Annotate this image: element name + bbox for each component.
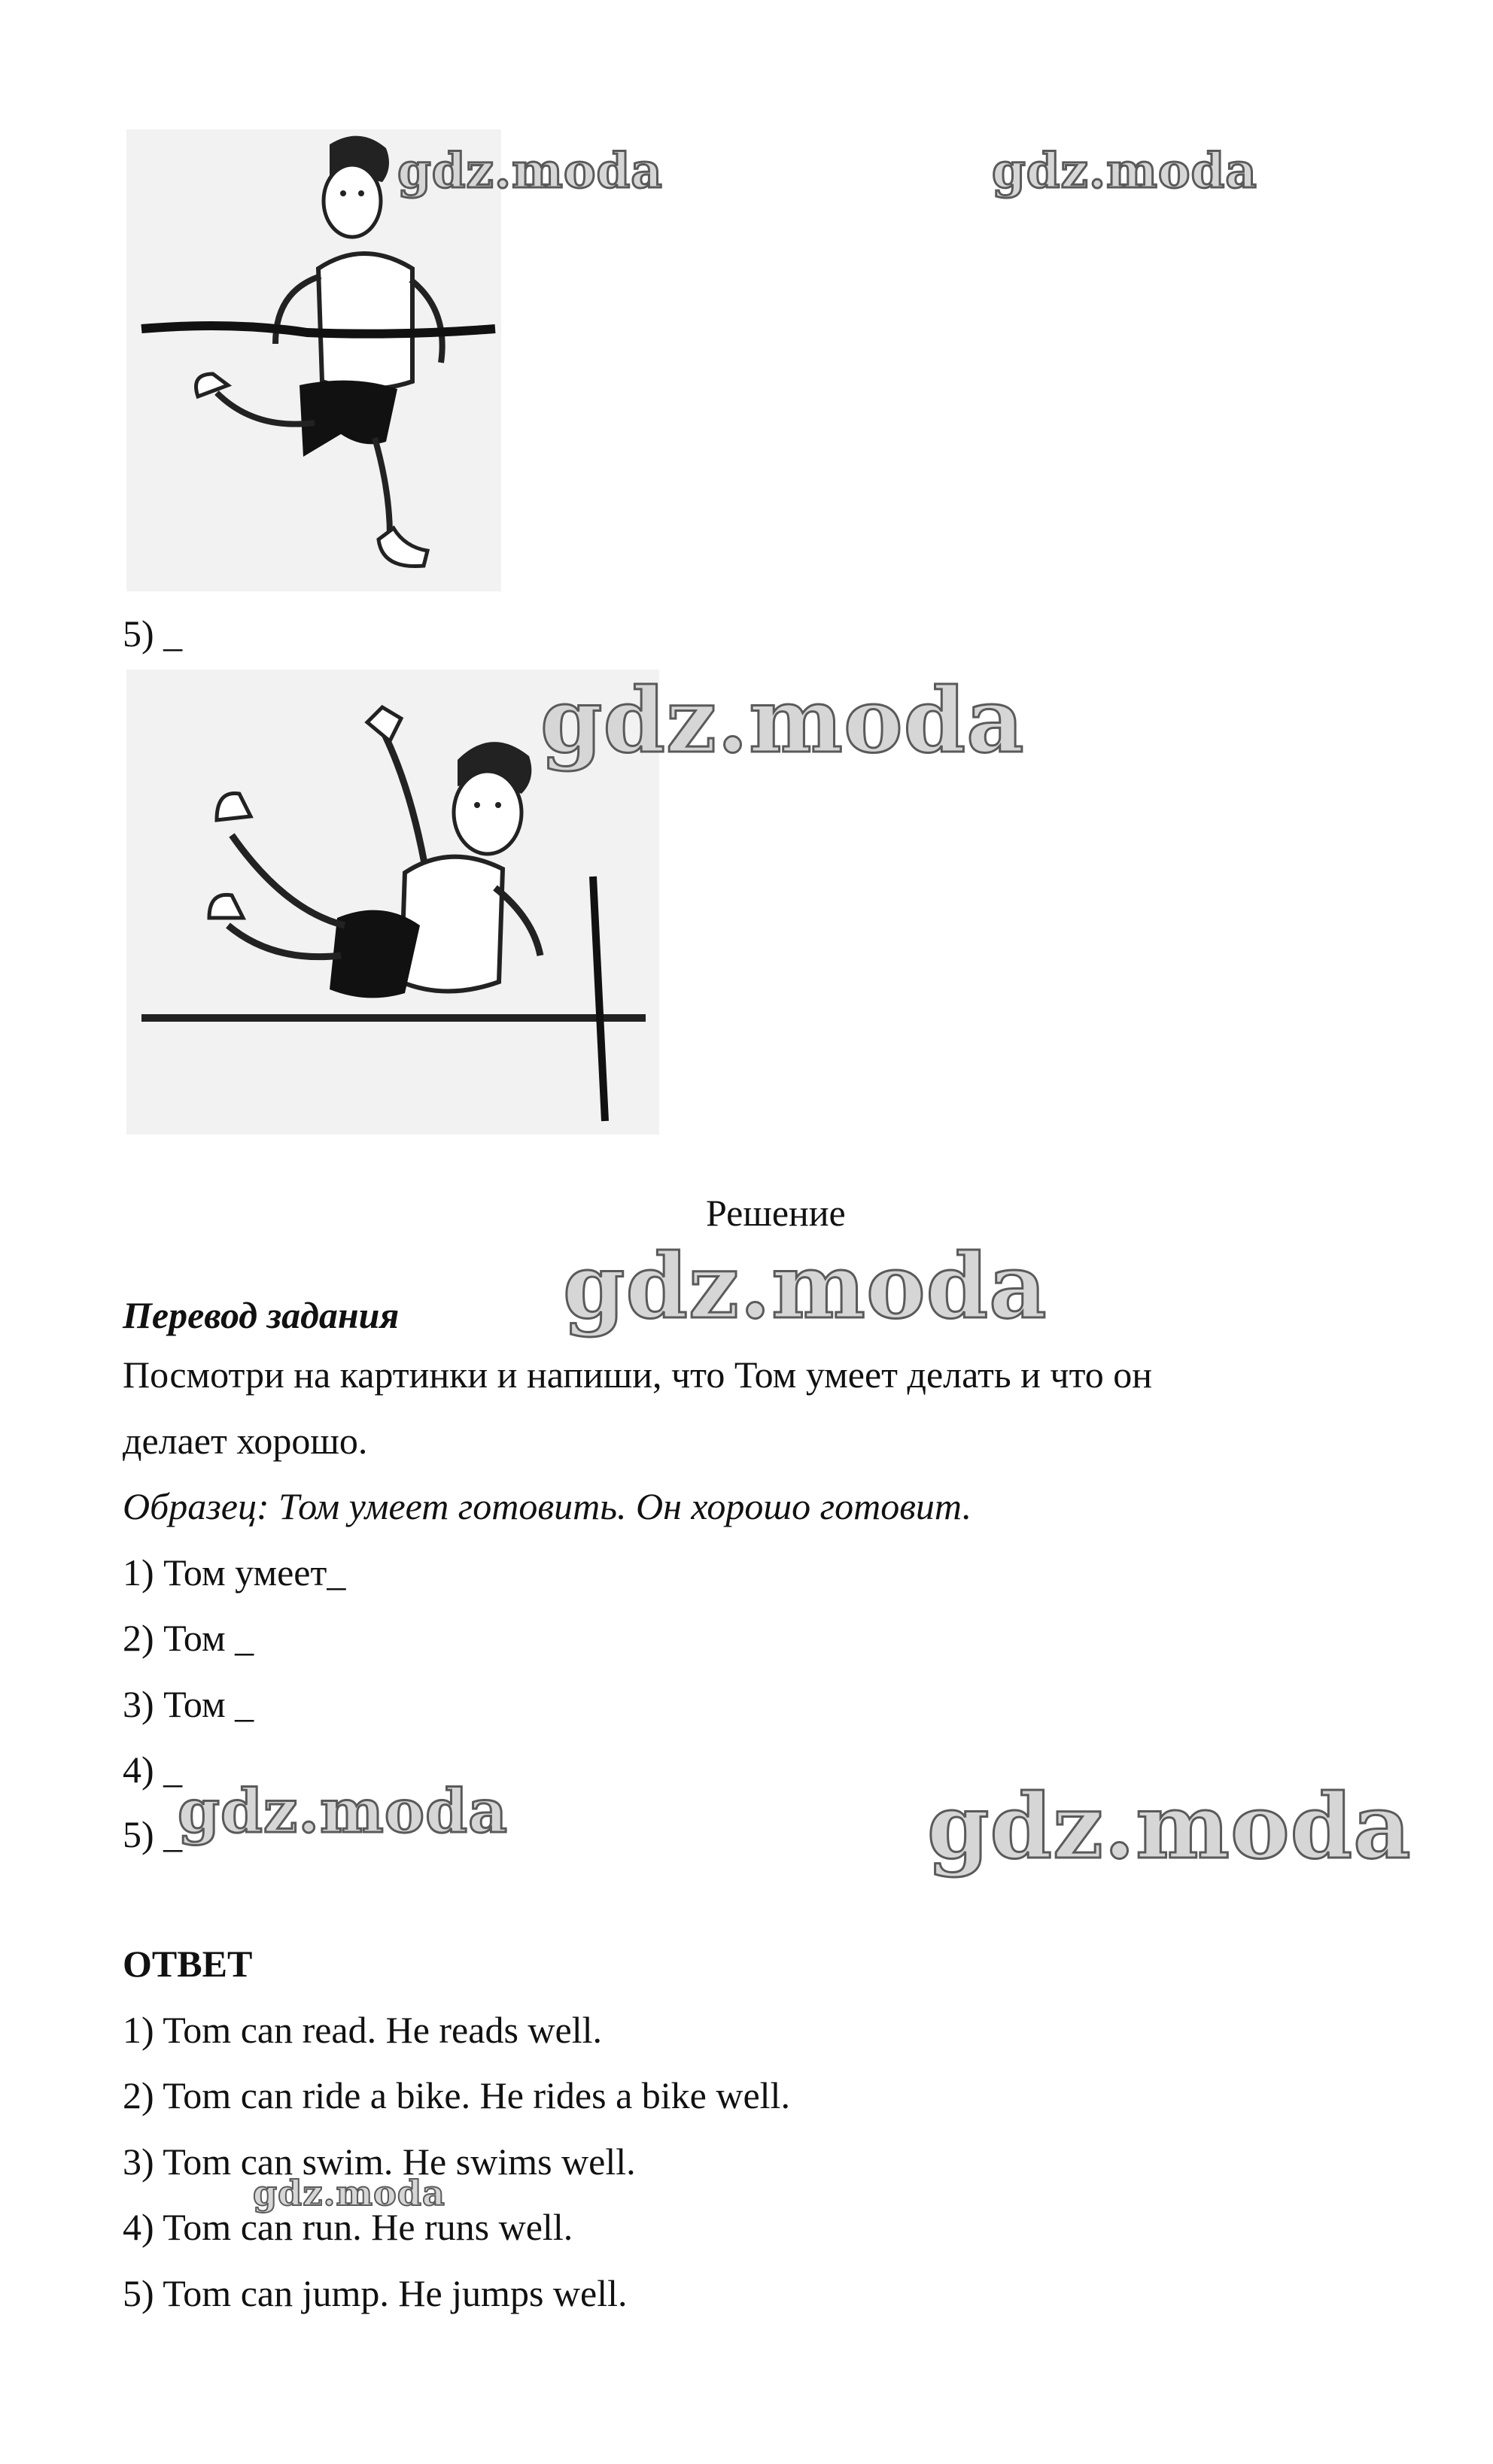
translation-item-1: 1) Том умеет_ <box>123 1551 346 1594</box>
answer-item-5: 5) Tom can jump. He jumps well. <box>123 2272 628 2314</box>
watermark-2: gdz.moda <box>992 143 1257 199</box>
instruction-line-1: Посмотри на картинки и напиши, что Том умеет делать и что он <box>123 1354 1153 1396</box>
answer-title: ОТВЕТ <box>123 1943 253 1985</box>
translation-title: Перевод задания <box>123 1294 400 1336</box>
watermark-3: gdz.moda <box>540 668 1025 773</box>
watermark-5: gdz.moda <box>178 1776 508 1846</box>
answer-item-3: 3) Tom can swim. He swims well. <box>123 2140 636 2183</box>
watermark-7: gdz.moda <box>253 2173 445 2213</box>
watermark-1: gdz.moda <box>397 143 663 199</box>
translation-item-5: 5) _ <box>123 1813 183 1855</box>
translation-item-3: 3) Том _ <box>123 1683 254 1725</box>
example-line: Образец: Том умеет готовить. Он хорошо готовит. <box>123 1485 972 1527</box>
answer-item-4: 4) Tom can run. He runs well. <box>123 2206 573 2248</box>
answer-item-2: 2) Tom can ride a bike. He rides a bike well. <box>123 2074 790 2116</box>
task-item-5-label: 5) _ <box>123 612 183 655</box>
answer-item-1: 1) Tom can read. He reads well. <box>123 2009 602 2051</box>
watermark-6: gdz.moda <box>927 1774 1412 1879</box>
watermark-4: gdz.moda <box>563 1234 1048 1338</box>
translation-item-4: 4) _ <box>123 1748 183 1791</box>
solution-heading: Решение <box>706 1192 846 1234</box>
translation-item-2: 2) Том _ <box>123 1617 254 1659</box>
instruction-line-2: делает хорошо. <box>123 1420 368 1462</box>
